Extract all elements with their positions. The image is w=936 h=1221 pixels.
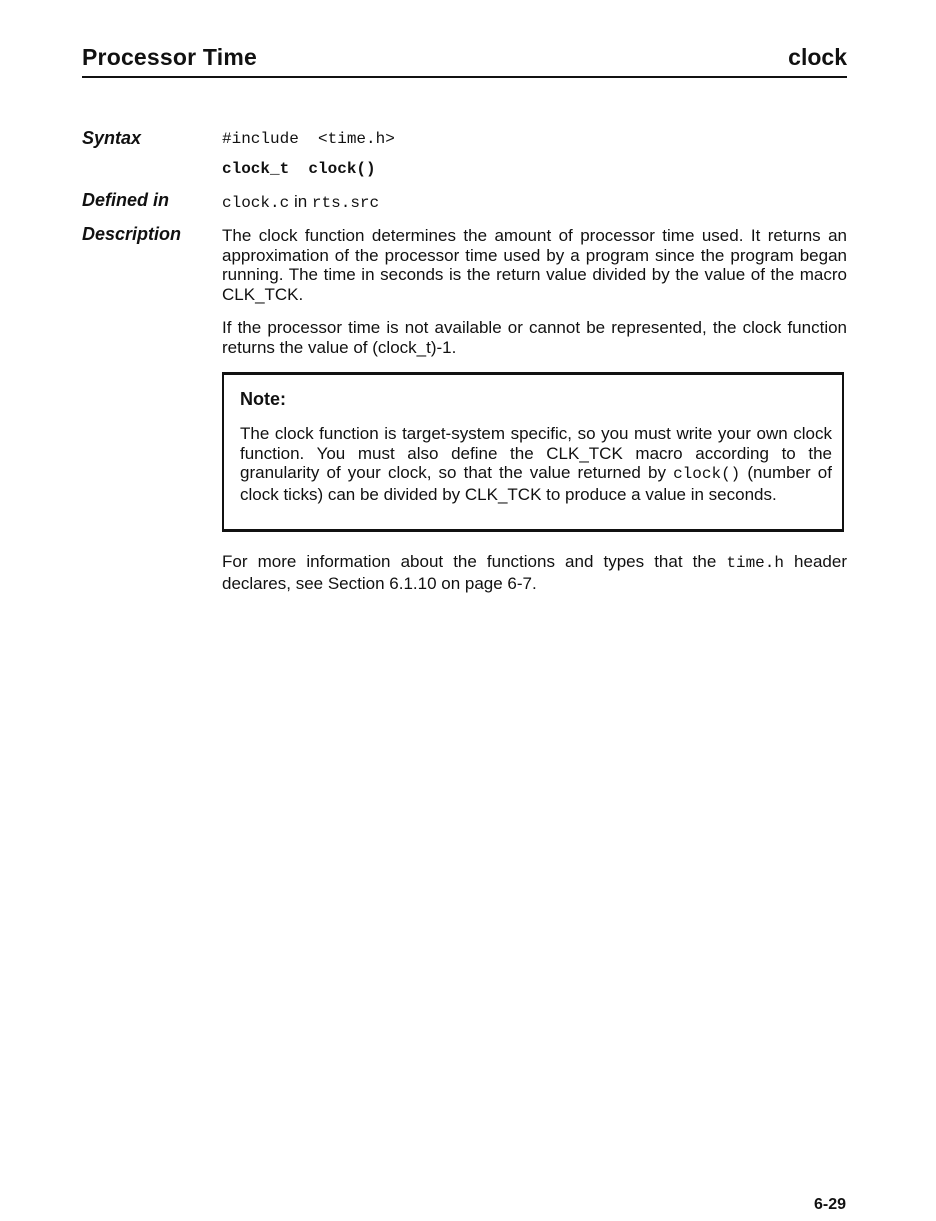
syntax-label: Syntax [82, 128, 142, 148]
source-file: clock.c [222, 194, 290, 212]
defined-in-label: Defined in [82, 190, 170, 210]
function-name: clock [788, 44, 847, 70]
more-info-paragraph [222, 552, 847, 593]
more-info-code: time.h [726, 554, 784, 572]
include-line: #include <time.h> [222, 130, 395, 148]
page-number: 6-29 [813, 1196, 846, 1213]
note-text-after: (number of clock ticks) can be divided by CLK_TCK to produce a value in seconds. [240, 463, 832, 504]
page-header [82, 44, 847, 78]
description-paragraph-1: The clock function determines the amount of processor time used. It returns an approximation of the processor time used by a program since the program began running. The time in seconds is the return value divided by the value of the macro CLK_TCK. [222, 226, 847, 304]
section-title: Processor Time [82, 44, 257, 70]
description-paragraph-2: If the processor time is not available or cannot be represented, the clock function returns the value of (clock_t)-1. [222, 318, 847, 357]
note-text-before: The clock function is target-system specific, so you must write your own clock function. You must also define the CLK_TCK macro according to the granularity of your clock, so that the value returned by [240, 424, 832, 482]
more-info-after: header declares, see Section 6.1.10 on page 6-7. [222, 552, 847, 593]
more-info-before: For more information about the functions and types that the [222, 552, 727, 571]
prototype-line: clock_t clock() [222, 160, 376, 178]
archive-file: rts.src [311, 194, 380, 212]
note-code: clock() [673, 465, 741, 483]
defined-in-connector: in [289, 192, 312, 211]
note-text [240, 424, 832, 504]
note-title: Note: [240, 389, 286, 409]
description-label: Description [82, 224, 182, 244]
note-box [222, 372, 844, 532]
